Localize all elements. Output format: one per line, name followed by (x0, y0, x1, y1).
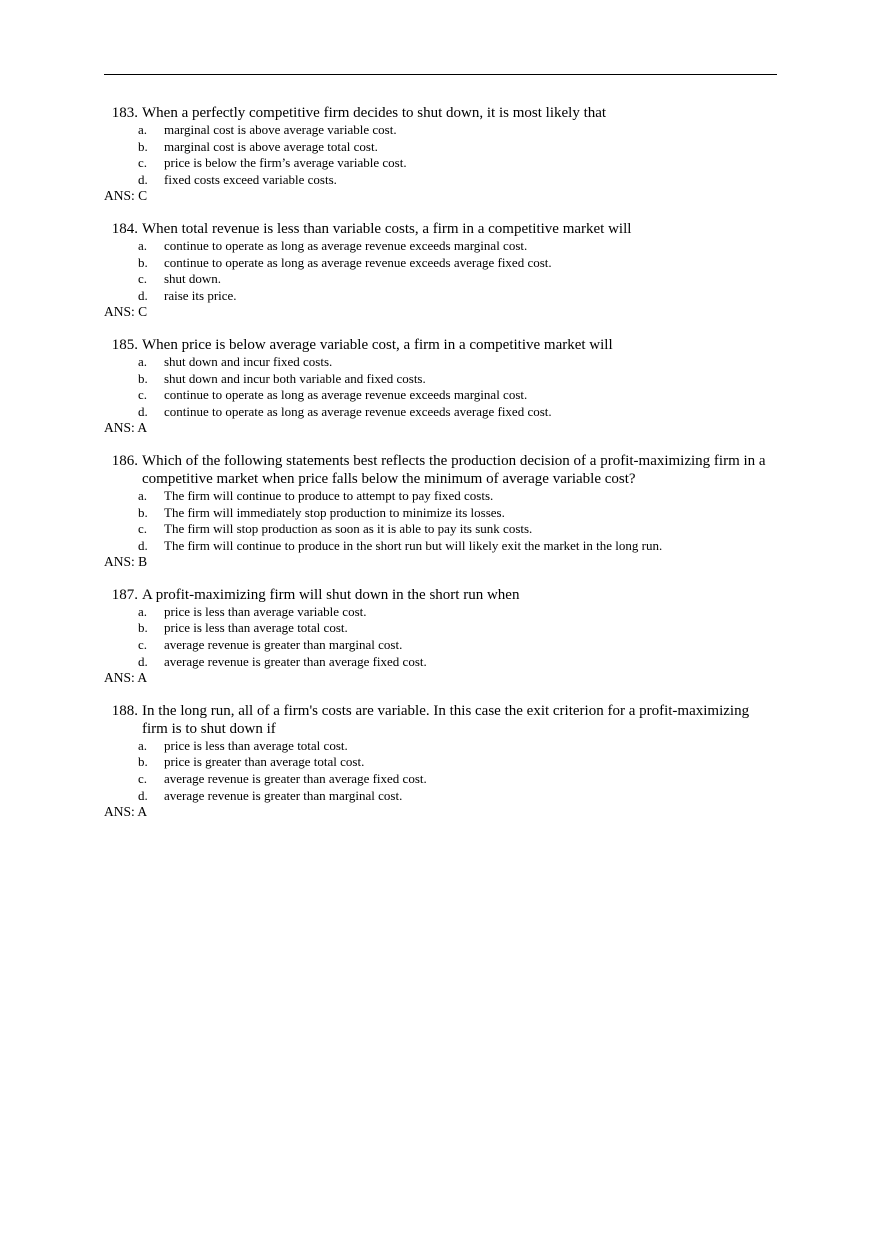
option-text: The firm will continue to produce in the short run but will likely exit the market in the long run. (164, 537, 663, 553)
option-letter: a. (138, 487, 148, 503)
option-text: average revenue is greater than average fixed cost. (164, 653, 427, 669)
option-letter: d. (138, 403, 148, 419)
answer-key: ANS: A (104, 670, 148, 686)
option-text: price is less than average total cost. (164, 737, 348, 753)
option-letter: a. (138, 237, 148, 253)
question-number: 183. (111, 105, 138, 121)
option-letter: c. (138, 155, 148, 171)
question-stem (104, 336, 776, 354)
option-text: The firm will continue to produce to attempt to pay fixed costs. (164, 487, 494, 503)
option-text: continue to operate as long as average revenue exceeds marginal cost. (164, 237, 528, 253)
question-185 (104, 336, 776, 437)
option-b (104, 505, 776, 522)
question-text: In the long run, all of a firm's costs are variable. In this case the exit criterion for a profit-maximizing firm is to shut down if (142, 702, 750, 737)
option-text: marginal cost is above average total cost. (164, 138, 378, 154)
option-text: The firm will immediately stop production to minimize its losses. (164, 504, 505, 520)
option-text: shut down and incur both variable and fixed costs. (164, 370, 426, 386)
question-number: 187. (111, 586, 138, 603)
option-d (104, 538, 776, 555)
option-letter: d. (138, 787, 148, 803)
question-text: A profit-maximizing firm will shut down in the short run when (142, 586, 520, 603)
answer-key: ANS: B (104, 554, 148, 570)
question-number: 188. (111, 702, 138, 719)
option-letter: c. (138, 521, 148, 537)
option-list (104, 738, 776, 804)
question-stem (104, 452, 776, 488)
option-letter: a. (138, 603, 148, 619)
option-letter: d. (138, 653, 148, 669)
option-c (104, 637, 776, 654)
option-text: The firm will stop production as soon as it is able to pay its sunk costs. (164, 521, 533, 537)
option-list (104, 122, 776, 188)
option-b (104, 620, 776, 637)
option-text: continue to operate as long as average revenue exceeds marginal cost. (164, 387, 528, 403)
question-list (104, 104, 776, 836)
option-letter: c. (138, 771, 148, 787)
option-text: continue to operate as long as average revenue exceeds average fixed cost. (164, 254, 552, 270)
option-d (104, 654, 776, 671)
option-letter: a. (138, 122, 148, 137)
option-d (104, 288, 776, 305)
option-c (104, 521, 776, 538)
question-186 (104, 452, 776, 571)
question-184 (104, 220, 776, 321)
answer-key: ANS: A (104, 420, 148, 436)
option-c (104, 271, 776, 288)
option-a (104, 738, 776, 755)
option-letter: b. (138, 370, 148, 386)
question-text: When total revenue is less than variable costs, a firm in a competitive market will (142, 220, 632, 237)
question-183 (104, 104, 776, 205)
option-list (104, 238, 776, 304)
option-list (104, 604, 776, 670)
option-letter: d. (138, 287, 148, 303)
option-d (104, 172, 776, 189)
option-text: price is less than average variable cost. (164, 603, 367, 619)
option-letter: c. (138, 271, 148, 287)
option-letter: d. (138, 171, 148, 187)
option-d (104, 404, 776, 421)
option-a (104, 354, 776, 371)
question-text: When a perfectly competitive firm decides to shut down, it is most likely that (142, 105, 607, 121)
option-text: shut down. (164, 271, 222, 287)
option-text: raise its price. (164, 287, 237, 303)
option-a (104, 604, 776, 621)
header-rule (104, 74, 777, 75)
option-text: average revenue is greater than marginal cost. (164, 637, 403, 653)
question-stem (104, 586, 776, 604)
option-text: marginal cost is above average variable cost. (164, 122, 397, 137)
option-list (104, 488, 776, 554)
option-b (104, 255, 776, 272)
option-text: fixed costs exceed variable costs. (164, 171, 337, 187)
option-text: average revenue is greater than marginal cost. (164, 787, 403, 803)
question-number: 185. (111, 336, 138, 353)
question-number: 184. (111, 220, 138, 237)
option-letter: c. (138, 387, 148, 403)
option-letter: d. (138, 537, 148, 553)
option-a (104, 122, 776, 139)
question-stem (104, 220, 776, 238)
option-list (104, 354, 776, 420)
answer-key: ANS: C (104, 304, 148, 320)
option-letter: a. (138, 353, 148, 369)
option-letter: b. (138, 254, 148, 270)
option-b (104, 139, 776, 156)
option-a (104, 238, 776, 255)
option-c (104, 387, 776, 404)
option-b (104, 754, 776, 771)
option-a (104, 488, 776, 505)
option-letter: b. (138, 138, 148, 154)
question-text: Which of the following statements best reflects the production decision of a profit-maximizing firm in a competitive market when price falls below the minimum of average variable cost? (142, 452, 766, 487)
option-letter: b. (138, 504, 148, 520)
option-letter: c. (138, 637, 148, 653)
question-187 (104, 586, 776, 687)
option-letter: b. (138, 754, 148, 770)
answer-key: ANS: C (104, 188, 148, 204)
option-c (104, 155, 776, 172)
option-letter: a. (138, 737, 148, 753)
question-number: 186. (111, 452, 138, 469)
question-188 (104, 702, 776, 821)
answer-key: ANS: A (104, 804, 148, 820)
option-text: shut down and incur fixed costs. (164, 353, 333, 369)
option-text: continue to operate as long as average revenue exceeds average fixed cost. (164, 403, 552, 419)
question-stem (104, 104, 776, 122)
option-text: price is greater than average total cost. (164, 754, 365, 770)
option-c (104, 771, 776, 788)
option-letter: b. (138, 620, 148, 636)
option-d (104, 788, 776, 805)
option-text: price is less than average total cost. (164, 620, 348, 636)
option-text: average revenue is greater than average fixed cost. (164, 771, 427, 787)
question-stem (104, 702, 776, 738)
question-text: When price is below average variable cost, a firm in a competitive market will (142, 336, 613, 353)
option-text: price is below the firm’s average variable cost. (164, 155, 407, 171)
option-b (104, 371, 776, 388)
